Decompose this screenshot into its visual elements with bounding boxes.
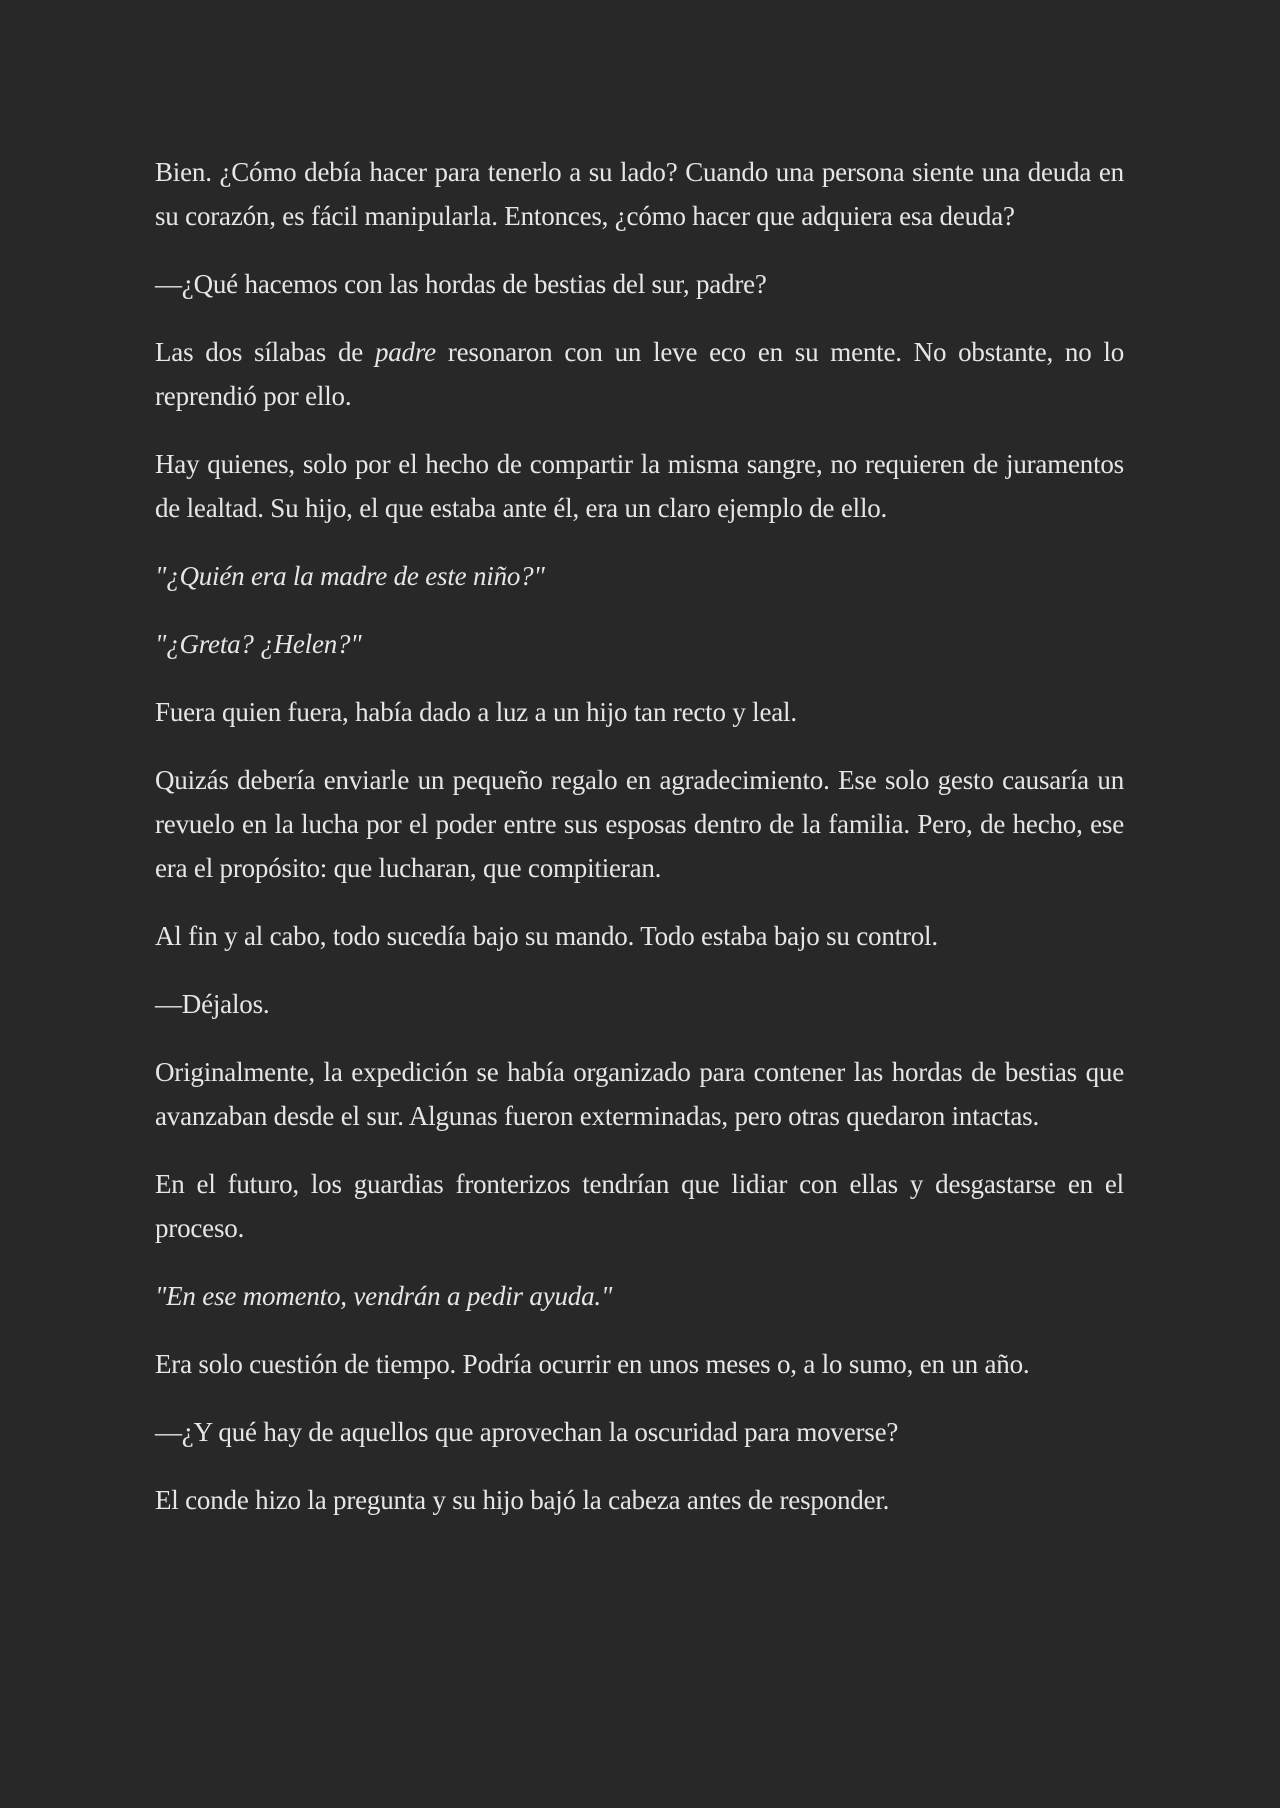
dialogue-line: —¿Y qué hay de aquellos que aprovechan la oscuridad para moverse? bbox=[155, 1417, 899, 1447]
paragraph: El conde hizo la pregunta y su hijo bajó la cabeza antes de responder. bbox=[155, 1485, 890, 1515]
paragraph: Bien. ¿Cómo debía hacer para tenerlo a su lado? Cuando una persona siente una deuda en su corazón, es fácil manipularla. Entonces, ¿cómo hacer que adquiera esa deuda? bbox=[155, 157, 1124, 231]
inner-thought: "¿Greta? ¿Helen?" bbox=[155, 629, 362, 659]
paragraph: Al fin y al cabo, todo sucedía bajo su mando. Todo estaba bajo su control. bbox=[155, 921, 938, 951]
reader-content bbox=[155, 150, 1124, 1546]
paragraph: Quizás debería enviarle un pequeño regalo en agradecimiento. Ese solo gesto causaría un revuelo en la lucha por el poder entre sus esposas dentro de la familia. Pero, de hecho, ese era el propósito: que lucharan, que compitieran. bbox=[155, 765, 1124, 883]
paragraph: En el futuro, los guardias fronterizos tendrían que lidiar con ellas y desgastarse en el proceso. bbox=[155, 1169, 1124, 1243]
paragraph: Originalmente, la expedición se había organizado para contener las hordas de bestias que avanzaban desde el sur. Algunas fueron exterminadas, pero otras quedaron intactas. bbox=[155, 1057, 1124, 1131]
paragraph-text: Las dos sílabas de bbox=[155, 337, 375, 367]
paragraph-text: resonaron con un leve eco en su mente. No obstante, no lo reprendió por ello. bbox=[155, 337, 1125, 411]
inner-thought: "En ese momento, vendrán a pedir ayuda." bbox=[155, 1281, 613, 1311]
paragraph: Fuera quien fuera, había dado a luz a un hijo tan recto y leal. bbox=[155, 697, 797, 727]
dialogue-line: —¿Qué hacemos con las hordas de bestias del sur, padre? bbox=[155, 269, 767, 299]
paragraph bbox=[155, 330, 1124, 418]
emphasized-word: padre bbox=[374, 337, 436, 367]
paragraph: Era solo cuestión de tiempo. Podría ocurrir en unos meses o, a lo sumo, en un año. bbox=[155, 1349, 1030, 1379]
inner-thought: "¿Quién era la madre de este niño?" bbox=[155, 561, 545, 591]
paragraph: Hay quienes, solo por el hecho de compartir la misma sangre, no requieren de juramentos de lealtad. Su hijo, el que estaba ante él, era un claro ejemplo de ello. bbox=[155, 449, 1124, 523]
dialogue-line: —Déjalos. bbox=[155, 989, 270, 1019]
